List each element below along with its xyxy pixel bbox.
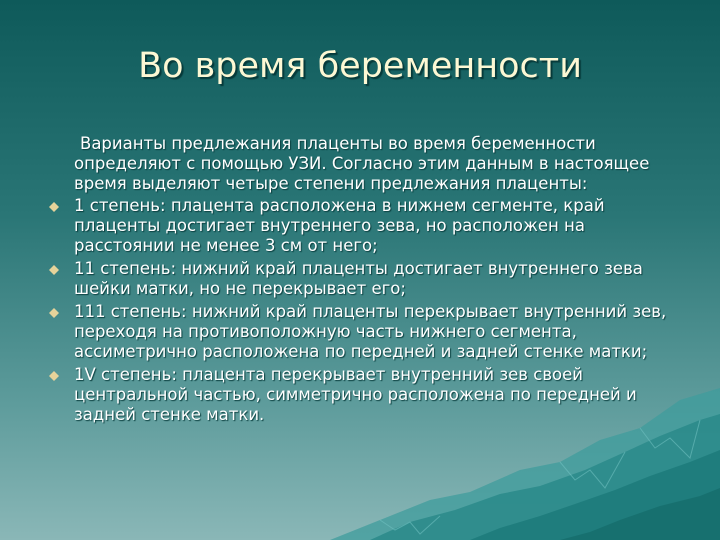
bullet-item-3 bbox=[46, 302, 686, 362]
diamond-bullet-icon bbox=[49, 371, 59, 381]
bullet-item-1 bbox=[46, 196, 686, 256]
intro-paragraph: Варианты предлежания плаценты во время беременности определяют с помощью УЗИ. Согласно этим данным в настоящее время выделяют четыре степени предлежания плаценты: bbox=[74, 134, 650, 193]
bullet-item-2 bbox=[46, 259, 686, 299]
bullet-item-4 bbox=[46, 365, 686, 425]
diamond-bullet-icon bbox=[49, 308, 59, 318]
slide-title: Во время беременности bbox=[138, 46, 582, 86]
bullet-text-4: 1V степень: плацента перекрывает внутренний зев своей центральной частью, симметрично расположена по передней и задней стенке матки. bbox=[74, 365, 637, 424]
bullet-text-3: 111 степень: нижний край плаценты перекрывает внутренний зев, переходя на противоположную часть нижнего сегмента, ассиметрично расположена по передней и задней стенке матки; bbox=[74, 302, 667, 361]
bullet-text-1: 1 степень: плацента расположена в нижнем сегменте, край плаценты достигает внутреннего зева, но расположен на расстоянии не менее 3 см от него; bbox=[74, 196, 605, 255]
diamond-bullet-icon bbox=[49, 265, 59, 275]
diamond-bullet-icon bbox=[49, 202, 59, 212]
slide-body bbox=[46, 134, 686, 428]
bullet-text-2: 11 степень: нижний край плаценты достигает внутреннего зева шейки матки, но не перекрывает его; bbox=[74, 259, 643, 298]
